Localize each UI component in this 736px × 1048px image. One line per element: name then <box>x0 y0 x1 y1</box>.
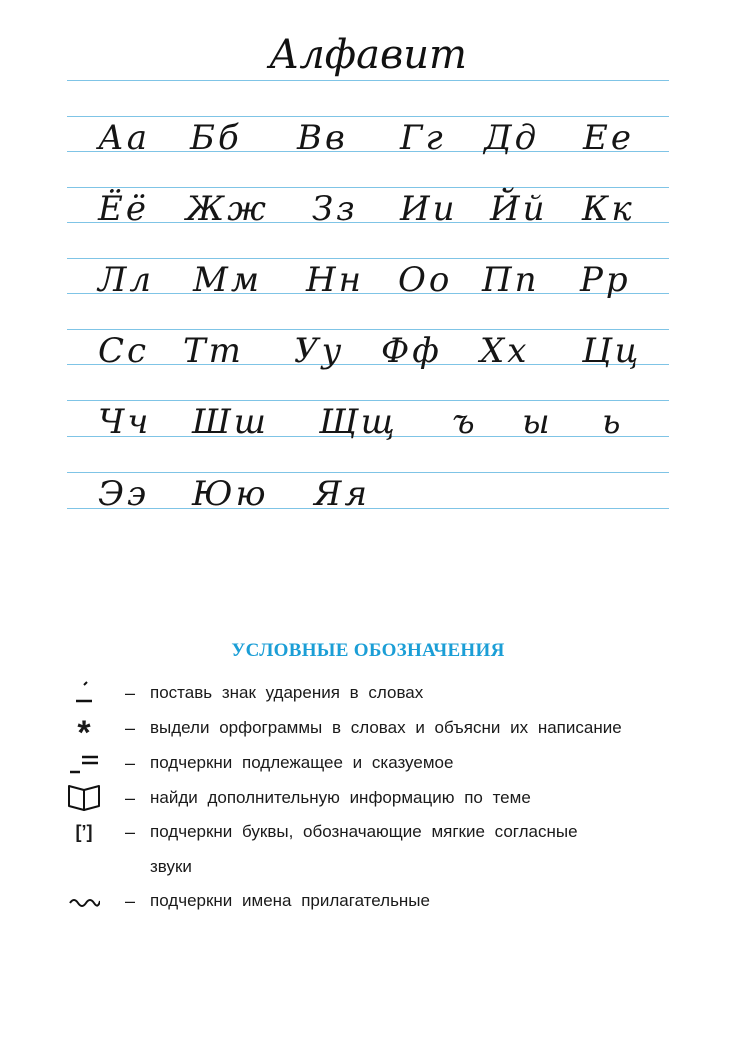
stress-mark-icon <box>62 676 106 710</box>
letter-pair: Зз <box>312 189 358 229</box>
legend-item-continuation <box>0 850 736 884</box>
legend-text: подчеркни подлежащее и сказуемое <box>150 753 454 772</box>
letter-pair: Кк <box>582 189 635 229</box>
letter-pair: Жж <box>186 189 269 229</box>
letter-single: ъ <box>452 402 478 442</box>
soft-sign-brackets-icon: [’] <box>75 821 93 842</box>
letter-pair: Ээ <box>98 474 150 514</box>
legend-dash: – <box>125 683 136 703</box>
alphabet-row <box>0 474 736 544</box>
letter-single: ы <box>522 402 553 442</box>
legend-dash: – <box>125 822 136 842</box>
letter-pair: Чч <box>98 402 152 442</box>
alphabet-row <box>0 189 736 259</box>
legend-text: выдели орфограммы в словах и объясни их написание <box>150 718 622 737</box>
letter-pair: Цц <box>582 331 642 371</box>
letter-pair: Пп <box>482 260 540 300</box>
letter-pair: Дд <box>484 118 540 158</box>
letter-pair: Мм <box>193 260 263 300</box>
letter-pair: Аа <box>98 118 151 158</box>
alphabet-row <box>0 118 736 188</box>
legend-dash: – <box>125 753 136 773</box>
letter-pair: Ёё <box>98 189 149 229</box>
alphabet-row <box>0 260 736 330</box>
page-title: Алфавит <box>269 32 467 78</box>
legend-dash: – <box>125 788 136 808</box>
legend-text: найди дополнительную информацию по теме <box>150 788 531 807</box>
legend-item <box>0 746 736 780</box>
letter-pair: Ее <box>583 118 634 158</box>
letter-pair: Ии <box>400 189 458 229</box>
legend-text: поставь знак ударения в словах <box>150 683 424 702</box>
letter-pair: Яя <box>314 474 370 514</box>
letter-pair: Щщ <box>319 402 398 442</box>
wavy-underline-icon <box>62 884 106 918</box>
legend-text: подчеркни имена прилагательные <box>150 891 430 910</box>
legend-text: звуки <box>150 857 192 876</box>
open-book-icon <box>62 781 106 815</box>
letter-pair: Йй <box>490 189 548 229</box>
letter-pair: Шш <box>192 402 270 442</box>
legend-item <box>0 781 736 815</box>
letter-pair: Тт <box>183 331 244 371</box>
alphabet-row <box>0 331 736 401</box>
letter-pair: Фф <box>381 331 442 371</box>
legend-text: подчеркни буквы, обозначающие мягкие согласные <box>150 822 578 841</box>
letter-pair: Бб <box>190 118 242 158</box>
letter-pair: Вв <box>297 118 348 158</box>
letter-pair: Сс <box>98 331 150 371</box>
letter-pair: Гг <box>400 118 446 158</box>
legend-dash: – <box>125 718 136 738</box>
legend-dash: – <box>125 891 136 911</box>
letter-pair: Юю <box>192 474 269 514</box>
alphabet-row <box>0 402 736 472</box>
letter-pair: Хх <box>480 331 530 371</box>
legend-title: УСЛОВНЫЕ ОБОЗНАЧЕНИЯ <box>231 640 505 661</box>
letter-single: ь <box>602 402 624 442</box>
legend-item <box>0 884 736 918</box>
letter-pair: Уу <box>294 331 345 371</box>
legend-item <box>0 676 736 710</box>
legend-item <box>0 815 736 849</box>
letter-pair: Рр <box>580 260 631 300</box>
legend-item <box>0 711 736 752</box>
underline-subject-predicate-icon <box>62 746 106 780</box>
letter-pair: Оо <box>398 260 453 300</box>
letter-pair: Нн <box>306 260 365 300</box>
letter-pair: Лл <box>98 260 155 300</box>
asterisk-icon: * <box>77 714 91 752</box>
